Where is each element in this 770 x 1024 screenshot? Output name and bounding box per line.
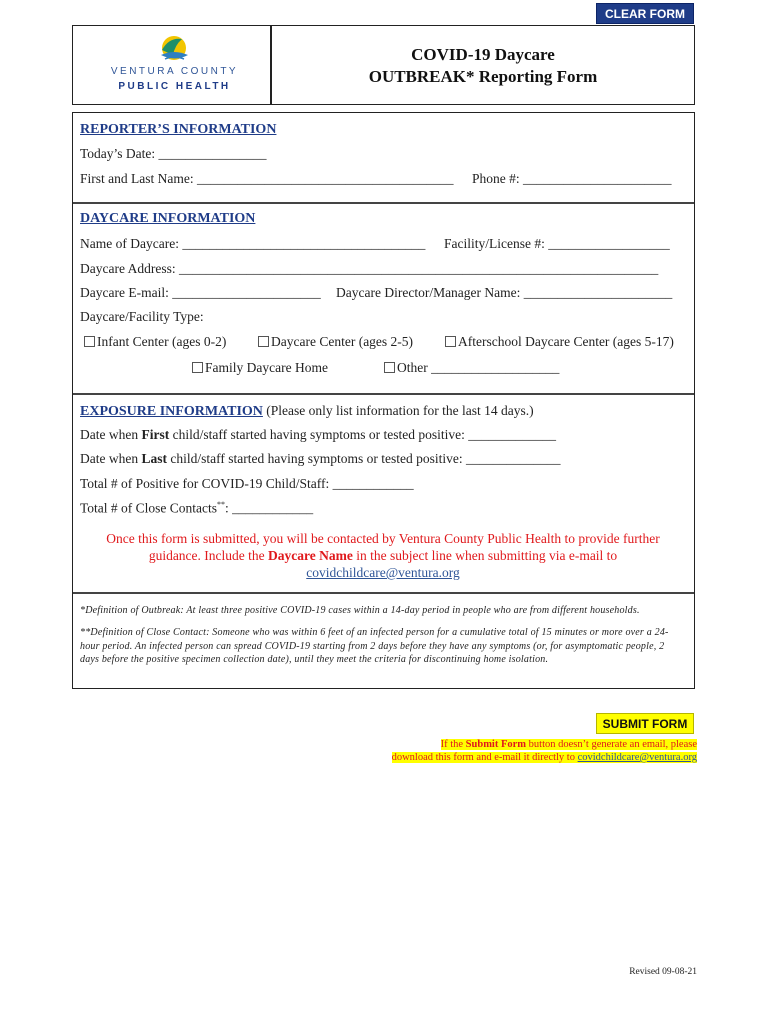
checkbox-icon[interactable] [258,336,269,347]
logo-text-public-health: PUBLIC HEALTH [118,81,231,92]
daycare-email-field[interactable]: Daycare E-mail: ______________________ [80,285,321,300]
other-checkbox[interactable] [384,360,559,376]
reporter-name-field[interactable]: First and Last Name: ______________________________________ [80,171,454,186]
exposure-heading-note: (Please only list information for the last 14 days.) [262,403,534,418]
checkbox-label: Other ___________________ [397,360,560,375]
submit-note-line2 [392,752,697,763]
daycare-name-field[interactable]: Name of Daycare: ____________________________________ [80,236,426,251]
text-segment: : ____________ [225,500,314,516]
ventura-county-public-health-logo [107,33,242,97]
checkbox-label: Afterschool Daycare Center (ages 5-17) [458,334,674,349]
exposure-heading-row [80,403,534,420]
text-segment: in the subject line when submitting via e-mail to [352,548,618,563]
section-divider [73,393,694,395]
phone-field[interactable]: Phone #: ______________________ [472,171,672,186]
submit-note-line1 [441,739,697,750]
submission-notice [80,530,686,581]
exposure-heading: EXPOSURE INFORMATION [80,404,263,419]
submit-form-button[interactable]: SUBMIT FORM [596,713,694,734]
todays-date-field[interactable]: Today’s Date: ________________ [80,146,267,161]
revised-date: Revised 09-08-21 [629,967,697,977]
section-divider [73,202,694,204]
section-divider [73,592,694,594]
text-segment: Total # of Close Contacts [80,500,218,516]
submit-note-email-link[interactable]: covidchildcare@ventura.org [577,752,697,763]
total-positive-field[interactable]: Total # of Positive for COVID-19 Child/Staff: ____________ [80,476,414,491]
checkbox-icon[interactable] [384,362,395,373]
form-title [272,44,694,88]
checkbox-icon[interactable] [192,362,203,373]
director-name-field[interactable]: Daycare Director/Manager Name: ______________________ [336,285,673,300]
checkbox-icon[interactable] [84,336,95,347]
text-bold: First [141,427,170,442]
close-contact-definition: **Definition of Close Contact: Someone who was within 6 feet of an infected person for a cumulative total of 15 minutes or more over a 24-hour period. An infected person can spread COVID-19 starting from 2 days before they have any symptoms (or, for asymptomatic people, 2 days before the positive specimen collection date), until they meet the criteria for discontinuing home isolation. [80,627,669,665]
infant-center-checkbox[interactable] [84,334,226,350]
outbreak-definition: *Definition of Outbreak: At least three positive COVID-19 cases within a 14-day period in people who are from different households. [80,605,640,616]
daycare-heading: DAYCARE INFORMATION [80,211,256,226]
form-title-line2: OUTBREAK* Reporting Form [368,67,598,86]
facility-type-label: Daycare/Facility Type: [80,309,204,324]
form-body-box [72,112,695,689]
daycare-address-field[interactable]: Daycare Address: _______________________________________________________________________ [80,261,659,276]
logo-emblem-icon [107,33,242,67]
afterschool-center-checkbox[interactable] [445,334,674,350]
last-symptom-date-field[interactable] [80,451,560,467]
text-segment: child/staff started having symptoms or tested positive: _____________ [169,427,556,442]
text-segment: If the [440,739,466,750]
text-segment: child/staff started having symptoms or tested positive: ______________ [167,451,561,466]
family-daycare-checkbox[interactable] [192,360,328,376]
reporter-heading: REPORTER’S INFORMATION [80,122,277,137]
checkbox-label: Infant Center (ages 0-2) [97,334,227,349]
checkbox-label: Family Daycare Home [205,360,328,375]
text-bold: Last [141,451,167,466]
checkbox-icon[interactable] [445,336,456,347]
text-bold: Daycare Name [268,548,353,563]
submit-help-note [360,738,697,764]
form-title-line1: COVID-19 Daycare [411,45,555,64]
text-segment: Once this form is submitted, you will be contacted by Ventura County Public Health to provide further guidance. Include the [106,531,660,563]
text-bold: Submit Form [465,739,527,750]
first-symptom-date-field[interactable] [80,427,556,443]
text-segment: button doesn’t generate an email, please [526,739,697,750]
checkbox-label: Daycare Center (ages 2-5) [271,334,414,349]
text-segment: download this form and e-mail it directly to [391,752,578,763]
notice-email-link[interactable]: covidchildcare@ventura.org [306,565,460,580]
clear-form-button[interactable]: CLEAR FORM [596,3,694,24]
logo-text-ventura-county: VENTURA COUNTY [110,66,239,77]
text-superscript: ** [217,500,226,509]
total-close-contacts-field[interactable] [80,500,313,517]
text-segment: Date when [80,451,142,466]
daycare-center-checkbox[interactable] [258,334,413,350]
facility-license-field[interactable]: Facility/License #: __________________ [444,236,670,251]
text-segment: Date when [80,427,142,442]
